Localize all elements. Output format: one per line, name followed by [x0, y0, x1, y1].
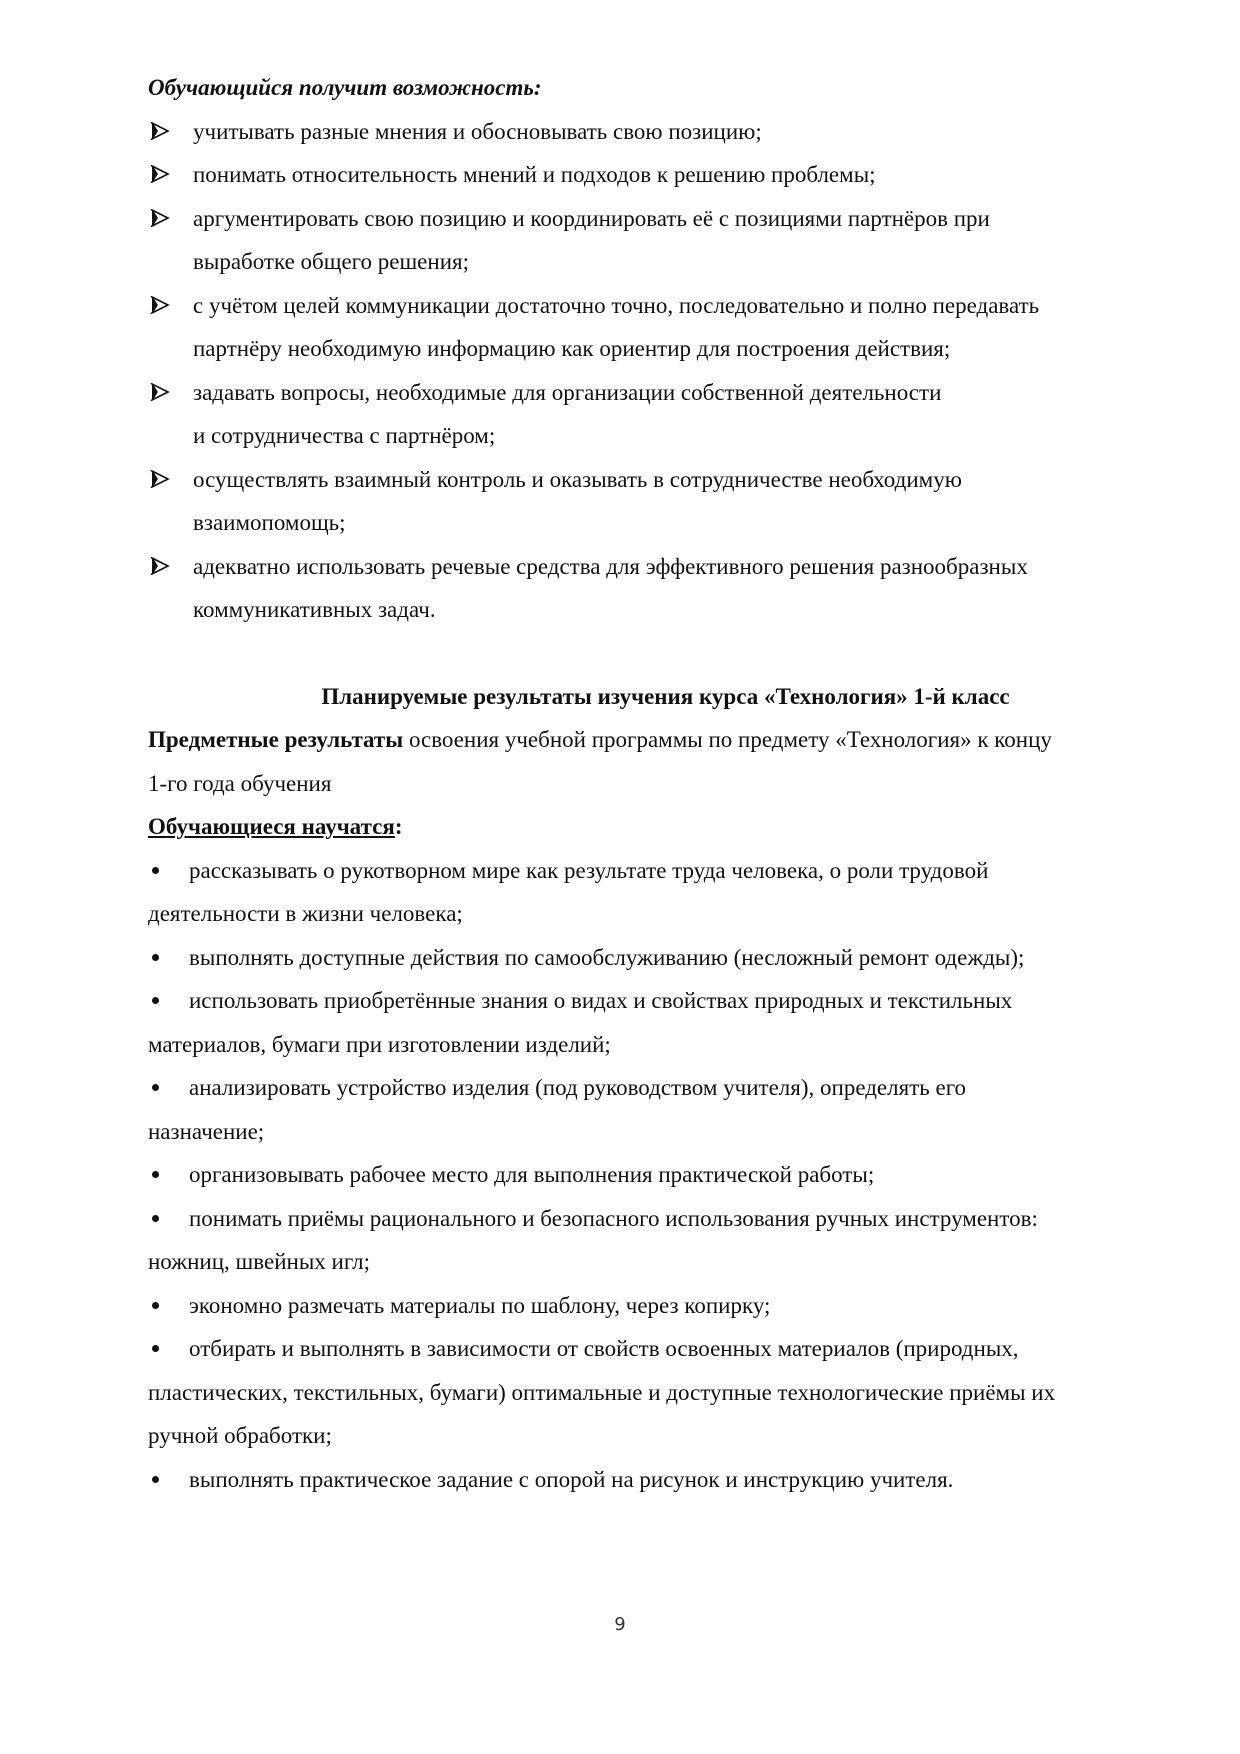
- bullet-item-text: пластических, текстильных, бумаги) оптимальные и доступные технологические приёмы их: [148, 1379, 1056, 1405]
- arrow-list-item: [148, 371, 1153, 458]
- bullet-list-item: [148, 1066, 1153, 1153]
- arrow-item-line: понимать относительность мнений и подходов к решению проблемы;: [193, 162, 876, 187]
- arrow-item-line: адекватно использовать речевые средства для эффективного решения разнообразных: [193, 553, 1028, 579]
- learn-heading-colon: :: [394, 814, 403, 839]
- bullet-item-line: [148, 1066, 1153, 1110]
- bullet-item-text: организовывать рабочее место для выполнения практической работы;: [189, 1162, 875, 1187]
- bullet-dot-icon: [152, 1215, 159, 1222]
- section-title: Планируемые результаты изучения курса «Технология» 1-й класс: [321, 683, 1010, 709]
- bullet-dot-icon: [152, 1302, 159, 1309]
- bullet-item-line: [148, 1414, 1153, 1458]
- bullet-item-text: назначение;: [148, 1118, 265, 1144]
- intro-paragraph: [148, 718, 1153, 762]
- bullet-dot-icon: [152, 1476, 159, 1483]
- bullet-item-line: [148, 1023, 1153, 1067]
- arrow-item-line: коммуникативных задач.: [193, 597, 436, 622]
- bullet-item-text: рассказывать о рукотворном мире как результате труда человека, о роли трудовой: [189, 857, 989, 883]
- arrowhead-bullet-icon: [150, 545, 174, 589]
- arrow-list-item: [148, 458, 1153, 545]
- bullet-list-item: [148, 979, 1153, 1066]
- bullet-item-line: [148, 1240, 1153, 1284]
- arrow-list-item: [148, 284, 1153, 371]
- bullet-item-line: [148, 892, 1153, 936]
- bullet-item-line: [148, 1110, 1153, 1154]
- intro-rest: освоения учебной программы по предмету «Технология» к концу: [403, 727, 1052, 752]
- bullet-list-item: [148, 1327, 1153, 1458]
- page-number: 9: [614, 1614, 626, 1635]
- bullet-item-line: [148, 979, 1153, 1023]
- bullet-list-item: [148, 1153, 1153, 1197]
- arrow-item-line: аргументировать свою позицию и координировать её с позициями партнёров при: [193, 205, 990, 231]
- arrow-item-line: выработке общего решения;: [193, 249, 469, 274]
- bullet-item-text: отбирать и выполнять в зависимости от свойств освоенных материалов (природных,: [189, 1336, 1019, 1361]
- learn-heading-text: Обучающиеся научатся: [148, 814, 395, 839]
- arrow-item-line: учитывать разные мнения и обосновывать свою позицию;: [193, 118, 762, 144]
- bullet-item-line: [148, 1327, 1153, 1371]
- arrowhead-bullet-icon: [150, 197, 174, 241]
- bullet-dot-icon: [152, 1345, 159, 1352]
- bullet-list-item: [148, 1458, 1153, 1502]
- section-heading-opportunities: Обучающийся получит возможность:: [148, 75, 542, 100]
- bullet-dot-icon: [152, 954, 159, 961]
- arrowhead-bullet-icon: [150, 458, 174, 502]
- bullet-item-text: использовать приобретённые знания о видах и свойствах природных и текстильных: [189, 988, 1013, 1013]
- bullet-item-text: экономно размечать материалы по шаблону, через копирку;: [189, 1292, 771, 1318]
- bullet-list-item: [148, 1284, 1153, 1328]
- bullet-item-line: [148, 1153, 1153, 1197]
- arrow-list-item: [148, 153, 1153, 197]
- bullet-dot-icon: [152, 1171, 159, 1178]
- arrow-list-item: [148, 545, 1153, 632]
- arrow-item-line: и сотрудничества с партнёром;: [193, 423, 496, 448]
- bullet-item-text: ручной обработки;: [148, 1423, 332, 1448]
- bullet-dot-icon: [152, 867, 159, 874]
- arrow-item-line: взаимопомощь;: [193, 510, 346, 535]
- bullet-item-line: [148, 936, 1153, 980]
- arrow-item-line: задавать вопросы, необходимые для организации собственной деятельности: [193, 379, 942, 405]
- spacer: [148, 632, 1153, 675]
- arrow-list-item: [148, 197, 1153, 284]
- arrow-list: [148, 110, 1153, 632]
- intro-bold: Предметные результаты: [148, 727, 404, 752]
- arrow-item-line: партнёру необходимую информацию как ориентир для построения действия;: [193, 336, 951, 361]
- bullet-item-line: [148, 1284, 1153, 1328]
- bullet-item-text: ножниц, швейных игл;: [148, 1249, 370, 1274]
- bullet-list-item: [148, 936, 1153, 980]
- bullet-item-line: [148, 1371, 1153, 1415]
- bullet-item-text: материалов, бумаги при изготовлении изделий;: [148, 1031, 611, 1057]
- arrow-item-line: осуществлять взаимный контроль и оказывать в сотрудничестве необходимую: [193, 466, 962, 492]
- bullet-item-text: выполнять практическое задание с опорой на рисунок и инструкцию учителя.: [189, 1466, 954, 1492]
- bullet-item-text: понимать приёмы рационального и безопасного использования ручных инструментов:: [189, 1205, 1038, 1231]
- bullet-list: [148, 849, 1153, 1502]
- bullet-list-item: [148, 1197, 1153, 1284]
- bullet-dot-icon: [152, 1084, 159, 1091]
- arrowhead-bullet-icon: [150, 153, 174, 197]
- page-content: [148, 66, 1153, 1501]
- bullet-item-line: [148, 849, 1153, 893]
- bullet-dot-icon: [152, 997, 159, 1004]
- arrowhead-bullet-icon: [150, 110, 174, 154]
- arrow-item-line: с учётом целей коммуникации достаточно точно, последовательно и полно передавать: [193, 292, 1040, 318]
- bullet-item-line: [148, 1458, 1153, 1502]
- arrowhead-bullet-icon: [150, 371, 174, 415]
- bullet-item-line: [148, 1197, 1153, 1241]
- bullet-list-item: [148, 849, 1153, 936]
- intro-line-2: 1-го года обучения: [148, 770, 332, 796]
- bullet-item-text: анализировать устройство изделия (под руководством учителя), определять его: [189, 1075, 967, 1100]
- bullet-item-text: деятельности в жизни человека;: [148, 901, 463, 926]
- bullet-item-text: выполнять доступные действия по самообслуживанию (несложный ремонт одежды);: [189, 944, 1025, 970]
- learn-heading: [148, 805, 1153, 849]
- arrowhead-bullet-icon: [150, 284, 174, 328]
- arrow-list-item: [148, 110, 1153, 154]
